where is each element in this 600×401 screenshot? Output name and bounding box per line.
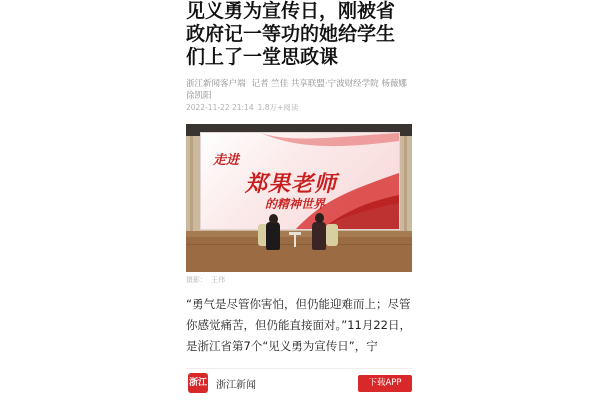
publish-datetime: 2022-11-22 21:14 [186,103,254,112]
article-photo[interactable] [186,124,412,272]
left-speaker-head [269,214,278,224]
screen-text-line2: 郑果老师 [245,171,338,197]
right-speaker [312,222,326,250]
side-table-leg [294,235,296,247]
stage-floor [186,237,412,272]
photo-caption-label: 摄影： [186,276,207,284]
screen-text-line1: 走进 [213,153,240,168]
right-speaker-head [315,213,324,223]
left-speaker [266,222,280,250]
right-chair [326,224,338,246]
article-title: 见义勇为宣传日，刚被省政府记一等功的她给学生们上了一堂思政课 [186,0,396,68]
photo-caption-author: 王伟 [211,276,225,284]
article-meta [186,103,412,113]
zhejiang-news-logo-icon: 浙江 [188,373,208,393]
byline [186,78,412,102]
photo-wall-strip [190,136,193,231]
article-body: “勇气是尽管你害怕，但仍能迎难而上；尽管你感觉痛苦，但仍能直接面对。”11月22日，是浙江省第7个“见义勇为宣传日”，宁 [186,297,411,353]
floor-line [186,244,412,245]
app-name: 浙江新闻 [216,380,256,391]
article [186,0,412,400]
photo-caption [186,276,412,285]
screen-text-line3: 的精神世界 [265,197,326,211]
view-count: 1.8万+阅读 [257,103,299,112]
article-source[interactable]: 浙江新闻客户端 [186,79,246,89]
app-download-bar [186,368,412,401]
article-reporters: 记者 竺佳 共享联盟·宁波财经学院 杨薇娜 徐凯阳 [186,79,407,101]
download-app-button[interactable]: 下载APP [358,375,412,392]
photo-wall-strip [404,136,407,231]
stage-screen [200,132,400,230]
